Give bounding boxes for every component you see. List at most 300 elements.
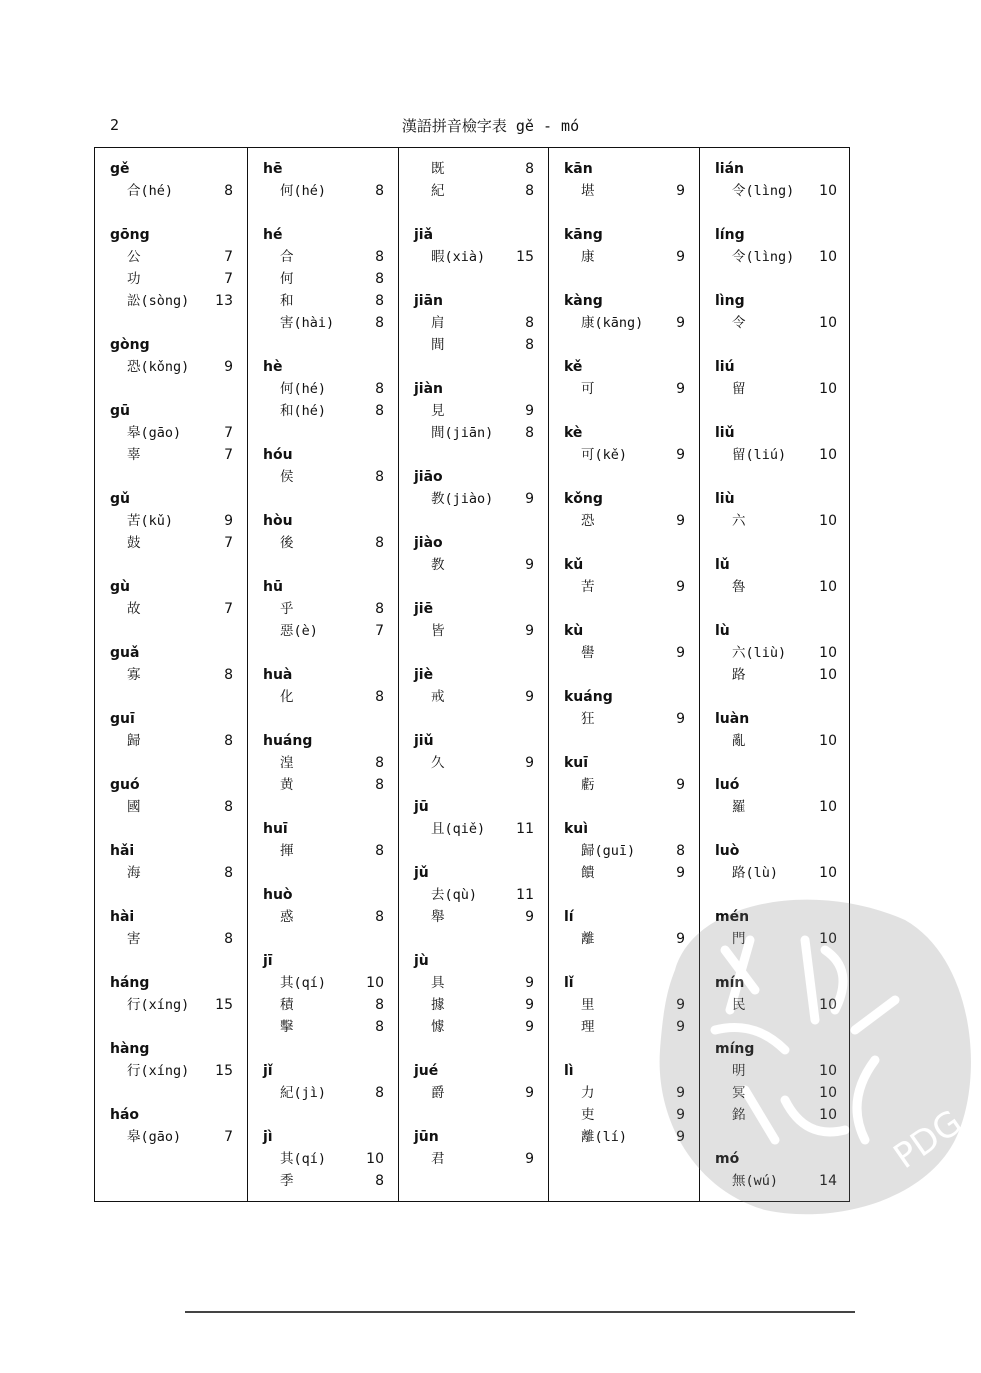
syllable-text: liǔ [715,425,735,441]
stroke-count: 11 [516,887,534,903]
character-text: 留(liú) [732,447,787,463]
character-entry [700,642,851,664]
character-text: 辜 [127,447,141,463]
syllable-text: kǒng [564,491,603,507]
index-column-4 [548,148,699,1201]
character-text: 里 [581,997,595,1013]
stroke-count: 8 [375,469,384,485]
character-text: 黄 [280,777,294,793]
character-text: 力 [581,1085,595,1101]
character-entry [95,510,247,532]
stroke-count: 8 [375,997,384,1013]
stroke-count: 9 [676,315,685,331]
syllable-heading [399,796,548,818]
syllable-heading [549,972,699,994]
stroke-count: 9 [525,975,534,991]
stroke-count: 10 [819,579,837,595]
stroke-count: 9 [676,183,685,199]
character-text: 鼓 [127,535,141,551]
character-entry [549,708,699,730]
character-entry [95,532,247,554]
character-entry [248,972,398,994]
stroke-count: 9 [676,865,685,881]
character-text: 揮 [280,843,294,859]
syllable-text: kuī [564,755,589,771]
stroke-count: 10 [819,249,837,265]
character-text: 惑 [280,909,294,925]
stroke-count: 10 [819,865,837,881]
syllable-heading [549,356,699,378]
character-entry [700,246,851,268]
syllable-text: guī [110,711,135,727]
character-text: 六 [732,513,746,529]
syllable-text: jūn [414,1129,439,1145]
syllable-heading [549,686,699,708]
syllable-text: hàng [110,1041,150,1057]
syllable-heading [549,488,699,510]
character-text: 乎 [280,601,294,617]
character-entry [549,246,699,268]
stroke-count: 9 [676,931,685,947]
character-text: 明 [732,1063,746,1079]
syllable-text: huáng [263,733,313,749]
stroke-count: 10 [819,733,837,749]
syllable-heading [95,334,247,356]
syllable-text: luò [715,843,740,859]
character-entry [95,928,247,950]
character-text: 民 [732,997,746,1013]
syllable-heading [549,422,699,444]
syllable-heading [700,774,851,796]
syllable-text: huà [263,667,293,683]
character-text: 無(wú) [732,1173,779,1189]
character-text: 故 [127,601,141,617]
character-text: 行(xíng) [127,1063,190,1079]
stroke-count: 8 [375,249,384,265]
stroke-count: 11 [516,821,534,837]
syllable-text: hū [263,579,283,595]
syllable-heading [399,1126,548,1148]
syllable-text: hē [263,161,283,177]
character-entry [700,180,851,202]
stroke-count: 8 [375,777,384,793]
stroke-count: 10 [819,667,837,683]
syllable-text: luàn [715,711,750,727]
character-text: 合(hé) [127,183,174,199]
syllable-text: gōng [110,227,150,243]
stroke-count: 8 [224,733,233,749]
character-text: 見 [431,403,445,419]
character-text: 教 [431,557,445,573]
syllable-heading [95,224,247,246]
stroke-count: 9 [676,645,685,661]
stroke-count: 8 [224,931,233,947]
syllable-text: lì [564,1063,574,1079]
syllable-text: mén [715,909,750,925]
character-entry [700,796,851,818]
stroke-count: 7 [224,447,233,463]
character-entry [549,774,699,796]
syllable-text: jǐ [263,1063,273,1079]
syllable-heading [399,290,548,312]
character-entry [700,312,851,334]
character-entry [700,1104,851,1126]
stroke-count: 8 [375,689,384,705]
stroke-count: 8 [375,1019,384,1035]
character-text: 吏 [581,1107,595,1123]
character-text: 久 [431,755,445,771]
syllable-text: hài [110,909,135,925]
syllable-text: liú [715,359,735,375]
syllable-heading [248,576,398,598]
character-entry [549,642,699,664]
stroke-count: 7 [224,535,233,551]
stroke-count: 9 [525,689,534,705]
syllable-text: jiǔ [414,733,434,749]
syllable-heading [95,158,247,180]
syllable-heading [549,752,699,774]
character-text: 君 [431,1151,445,1167]
character-entry [700,928,851,950]
syllable-text: lìng [715,293,745,309]
character-entry [549,510,699,532]
syllable-text: kān [564,161,593,177]
syllable-heading [700,620,851,642]
syllable-text: jiào [414,535,443,551]
stroke-count: 8 [525,183,534,199]
stroke-count: 10 [819,1085,837,1101]
character-text: 六(liù) [732,645,787,661]
syllable-text: jǔ [414,865,429,881]
character-text: 寡 [127,667,141,683]
stroke-count: 8 [375,293,384,309]
stroke-count: 8 [375,1173,384,1189]
character-entry [700,510,851,532]
syllable-text: hòu [263,513,293,529]
character-text: 害 [127,931,141,947]
syllable-heading [399,950,548,972]
index-column-5 [699,148,851,1201]
character-entry [549,180,699,202]
stroke-count: 9 [676,249,685,265]
character-entry [700,444,851,466]
character-text: 紀(jì) [280,1085,327,1101]
stroke-count: 8 [525,315,534,331]
character-entry [248,246,398,268]
character-text: 魯 [732,579,746,595]
stroke-count: 8 [375,601,384,617]
character-text: 狂 [581,711,595,727]
character-text: 路(lù) [732,865,779,881]
character-entry [95,796,247,818]
character-entry [248,290,398,312]
syllable-heading [399,598,548,620]
stroke-count: 14 [819,1173,837,1189]
character-text: 擊 [280,1019,294,1035]
syllable-text: kǔ [564,557,584,573]
syllable-heading [248,1126,398,1148]
character-text: 功 [127,271,141,287]
syllable-text: jiē [414,601,434,617]
syllable-heading [700,840,851,862]
character-text: 亂 [732,733,746,749]
character-entry [549,444,699,466]
character-text: 苦(kǔ) [127,513,174,529]
stroke-count: 9 [676,381,685,397]
character-entry [399,906,548,928]
stroke-count: 15 [215,1063,233,1079]
syllable-heading [248,950,398,972]
character-entry [700,1060,851,1082]
syllable-text: jiāo [414,469,443,485]
character-text: 恐(kǒng) [127,359,190,375]
character-entry [248,620,398,642]
character-entry [399,1082,548,1104]
syllable-heading [248,884,398,906]
syllable-text: mín [715,975,745,991]
syllable-text: hè [263,359,283,375]
character-entry [399,818,548,840]
character-text: 和(hé) [280,403,327,419]
syllable-text: jū [414,799,429,815]
stroke-count: 8 [375,909,384,925]
syllable-heading [399,664,548,686]
character-entry [549,378,699,400]
stroke-count: 7 [224,1129,233,1145]
character-entry [248,312,398,334]
character-text: 理 [581,1019,595,1035]
character-entry [399,994,548,1016]
character-text: 何(hé) [280,381,327,397]
character-entry [95,862,247,884]
syllable-heading [549,906,699,928]
stroke-count: 9 [676,1107,685,1123]
syllable-text: lián [715,161,745,177]
syllable-heading [700,972,851,994]
syllable-heading [248,356,398,378]
character-entry [248,180,398,202]
watermark-text: PDG [886,1102,970,1178]
character-text: 季 [280,1173,294,1189]
syllable-text: kě [564,359,583,375]
syllable-text: hóu [263,447,293,463]
syllable-text: líng [715,227,745,243]
stroke-count: 9 [525,909,534,925]
syllable-heading [95,488,247,510]
syllable-heading [95,840,247,862]
character-entry [549,1082,699,1104]
character-entry [399,334,548,356]
character-text: 國 [127,799,141,815]
stroke-count: 7 [224,425,233,441]
character-text: 戒 [431,689,445,705]
stroke-count: 7 [224,271,233,287]
syllable-text: jù [414,953,429,969]
syllable-text: mó [715,1151,740,1167]
syllable-heading [248,664,398,686]
syllable-text: guó [110,777,140,793]
syllable-heading [549,818,699,840]
syllable-text: jì [263,1129,273,1145]
character-entry [399,884,548,906]
stroke-count: 10 [819,381,837,397]
stroke-count: 9 [676,513,685,529]
stroke-count: 10 [819,997,837,1013]
syllable-text: jiàn [414,381,444,397]
character-entry [248,268,398,290]
syllable-text: huī [263,821,288,837]
syllable-heading [549,1060,699,1082]
character-entry [399,400,548,422]
stroke-count: 15 [215,997,233,1013]
footer-rule [185,1311,855,1313]
character-text: 海 [127,865,141,881]
stroke-count: 8 [224,799,233,815]
syllable-text: lǔ [715,557,730,573]
character-text: 據 [431,997,445,1013]
stroke-count: 7 [375,623,384,639]
character-entry [549,928,699,950]
character-entry [399,422,548,444]
syllable-heading [549,224,699,246]
character-entry [399,752,548,774]
character-text: 可(kě) [581,447,628,463]
stroke-count: 9 [525,557,534,573]
stroke-count: 8 [224,865,233,881]
syllable-text: jiān [414,293,444,309]
syllable-heading [700,708,851,730]
syllable-heading [95,642,247,664]
character-entry [95,730,247,752]
syllable-text: gū [110,403,130,419]
syllable-heading [700,554,851,576]
stroke-count: 9 [525,997,534,1013]
stroke-count: 9 [525,755,534,771]
syllable-heading [248,818,398,840]
stroke-count: 10 [819,1063,837,1079]
stroke-count: 7 [224,601,233,617]
stroke-count: 8 [375,403,384,419]
character-entry [95,664,247,686]
character-entry [95,598,247,620]
syllable-heading [248,1060,398,1082]
stroke-count: 9 [525,1151,534,1167]
syllable-heading [700,422,851,444]
character-text: 去(qù) [431,887,478,903]
character-text: 且(qiě) [431,821,486,837]
character-entry [248,1016,398,1038]
syllable-heading [399,224,548,246]
stroke-count: 8 [375,183,384,199]
stroke-count: 8 [375,381,384,397]
stroke-count: 8 [525,337,534,353]
character-text: 皋(gāo) [127,425,182,441]
character-entry [399,1148,548,1170]
character-entry [95,1060,247,1082]
character-text: 路 [732,667,746,683]
syllable-heading [700,1038,851,1060]
stroke-count: 10 [819,513,837,529]
character-text: 離(lí) [581,1129,628,1145]
character-entry [95,1126,247,1148]
character-text: 令 [732,315,746,331]
syllable-text: háo [110,1107,140,1123]
character-text: 冥 [732,1085,746,1101]
stroke-count: 9 [525,1085,534,1101]
character-entry [248,840,398,862]
stroke-count: 8 [375,271,384,287]
character-text: 銘 [732,1107,746,1123]
character-text: 侯 [280,469,294,485]
syllable-heading [549,554,699,576]
stroke-count: 10 [819,799,837,815]
syllable-heading [399,532,548,554]
character-entry [399,158,548,180]
character-entry [399,246,548,268]
syllable-heading [399,730,548,752]
syllable-text: huò [263,887,293,903]
character-text: 爵 [431,1085,445,1101]
stroke-count: 8 [525,161,534,177]
character-text: 皆 [431,623,445,639]
character-text: 其(qí) [280,975,327,991]
character-entry [549,1126,699,1148]
character-text: 合 [280,249,294,265]
syllable-heading [95,1038,247,1060]
character-text: 令(lìng) [732,249,795,265]
stroke-count: 15 [516,249,534,265]
stroke-count: 9 [676,997,685,1013]
character-text: 訟(sòng) [127,293,190,309]
syllable-text: gòng [110,337,150,353]
syllable-text: jiǎ [414,227,434,243]
stroke-count: 9 [224,359,233,375]
character-text: 後 [280,535,294,551]
syllable-heading [549,158,699,180]
character-entry [95,444,247,466]
page-header-title: 漢語拼音檢字表 gě - mó [401,117,580,135]
syllable-text: lí [564,909,574,925]
character-text: 紀 [431,183,445,199]
character-text: 何 [280,271,294,287]
character-entry [248,686,398,708]
character-entry [95,422,247,444]
syllable-text: gǔ [110,491,130,507]
character-entry [248,1170,398,1192]
character-entry [95,994,247,1016]
stroke-count: 10 [819,931,837,947]
syllable-heading [700,906,851,928]
character-text: 皋(gāo) [127,1129,182,1145]
character-text: 嚳 [581,645,595,661]
stroke-count: 9 [525,491,534,507]
character-entry [248,774,398,796]
syllable-text: míng [715,1041,755,1057]
syllable-text: jiè [414,667,434,683]
syllable-text: kāng [564,227,603,243]
character-text: 饋 [581,865,595,881]
character-text: 惡(è) [280,623,318,639]
character-text: 羅 [732,799,746,815]
syllable-heading [248,444,398,466]
page-number: 2 [110,116,120,134]
syllable-heading [248,730,398,752]
syllable-heading [248,510,398,532]
character-text: 行(xíng) [127,997,190,1013]
character-entry [700,664,851,686]
stroke-count: 8 [375,843,384,859]
syllable-heading [95,972,247,994]
